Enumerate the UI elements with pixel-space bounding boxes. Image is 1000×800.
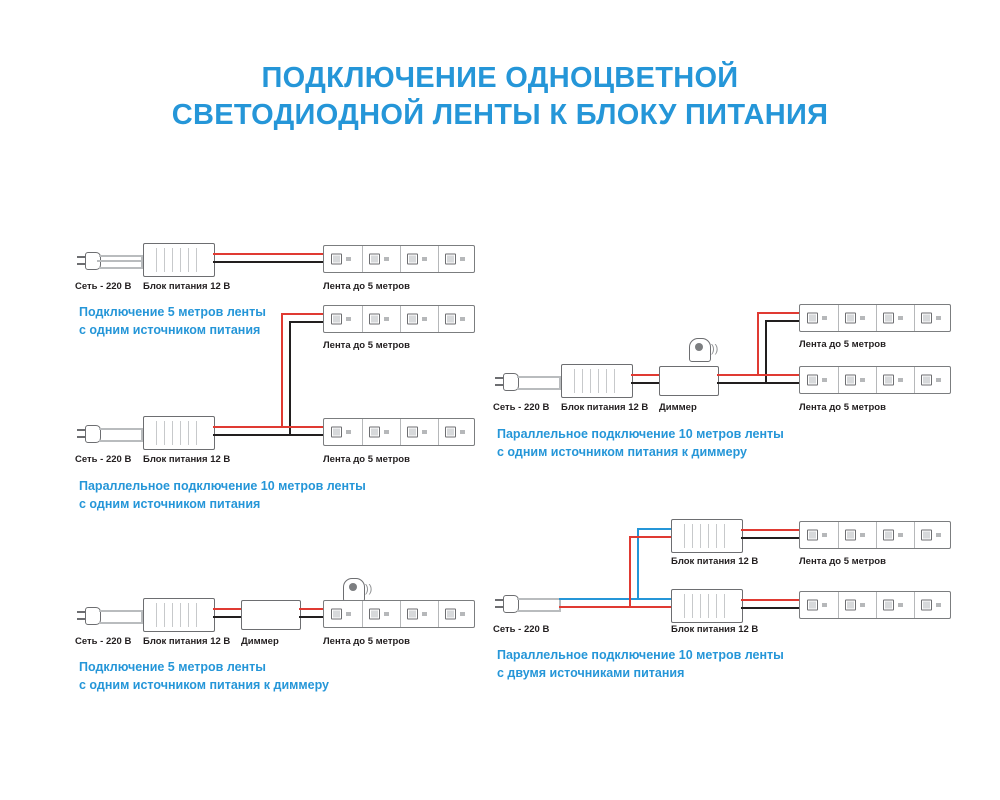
branch-wire-black-horizontal xyxy=(213,434,291,436)
mains-split-wire-blue-vertical xyxy=(637,528,639,600)
strip-divider xyxy=(400,306,401,332)
diagram-3-single-strip-dimmer xyxy=(75,583,495,700)
plug-pin-top xyxy=(77,611,85,613)
psu-vent xyxy=(692,524,693,548)
strip-divider xyxy=(876,305,877,331)
psu-vent xyxy=(180,248,181,272)
diagram-3-caption-line-1: Подключение 5 метров ленты xyxy=(79,660,266,674)
strip-divider xyxy=(876,522,877,548)
strip-led xyxy=(369,609,380,620)
psu-vent xyxy=(196,421,197,445)
mains-wire-horizontal-bottom xyxy=(99,267,143,269)
diagram-3-caption xyxy=(79,658,329,694)
mains-split-wire-blue-horizontal xyxy=(559,598,639,600)
power-supply-unit xyxy=(143,416,215,450)
strip-divider xyxy=(400,419,401,445)
strip-resistor xyxy=(822,533,827,537)
psu-vent xyxy=(614,369,615,393)
page-title xyxy=(0,60,1000,134)
strip-resistor xyxy=(422,612,427,616)
strip-led xyxy=(369,314,380,325)
strip-divider xyxy=(362,601,363,627)
psu-vent xyxy=(156,603,157,627)
strip-resistor xyxy=(898,316,903,320)
psu-vent xyxy=(188,603,189,627)
strip-led xyxy=(883,313,894,324)
strip-resistor xyxy=(860,316,865,320)
strip-resistor xyxy=(822,378,827,382)
mains-wire-horizontal-top xyxy=(517,598,561,600)
diagram-2-caption-line-2: с одним источником питания xyxy=(79,497,261,512)
strip-divider xyxy=(914,305,915,331)
strip-resistor xyxy=(384,612,389,616)
strip-divider xyxy=(400,246,401,272)
label-mains: Сеть - 220 В xyxy=(75,454,132,465)
led-strip-top xyxy=(799,304,951,332)
psu-vent xyxy=(708,524,709,548)
diagram-3-caption-line-2: с одним источником питания к диммеру xyxy=(79,678,329,693)
label-psu: Блок питания 12 В xyxy=(561,402,649,413)
psu-vent xyxy=(590,369,591,393)
strip-divider xyxy=(362,419,363,445)
led-strip-top xyxy=(323,305,475,333)
strip-led xyxy=(807,375,818,386)
mains-split-wire-red-vertical xyxy=(629,536,631,608)
strip-led xyxy=(807,313,818,324)
strip-divider xyxy=(838,592,839,618)
diagram-5-caption-line-2: с двумя источниками питания xyxy=(497,666,685,681)
psu-vent xyxy=(156,421,157,445)
psu-vent xyxy=(164,421,165,445)
strip-led xyxy=(807,600,818,611)
label-mains: Сеть - 220 В xyxy=(493,402,550,413)
dimmer-to-strip-wire-black xyxy=(299,616,323,618)
remote-button xyxy=(349,583,357,591)
strip-led xyxy=(921,600,932,611)
label-strip-top: Лента до 5 метров xyxy=(323,340,410,351)
strip-led xyxy=(445,427,456,438)
plug-pin-top xyxy=(77,256,85,258)
bottom-psu-feed-red xyxy=(629,606,671,608)
bottom-psu-output-red xyxy=(741,599,799,601)
mains-wire-horizontal-bottom xyxy=(99,440,143,442)
strip-led xyxy=(369,427,380,438)
psu-vent xyxy=(196,603,197,627)
psu-vent xyxy=(574,369,575,393)
strip-resistor xyxy=(460,430,465,434)
psu-vent xyxy=(172,421,173,445)
diagram-4-caption xyxy=(497,425,784,461)
strip-divider xyxy=(362,246,363,272)
strip-led xyxy=(845,375,856,386)
psu-vent xyxy=(692,594,693,618)
psu-vent xyxy=(172,603,173,627)
strip-resistor xyxy=(346,612,351,616)
psu-vent xyxy=(708,594,709,618)
strip-divider xyxy=(438,246,439,272)
psu-vent xyxy=(598,369,599,393)
label-mains: Сеть - 220 В xyxy=(493,624,550,635)
diagram-1-caption-line-1: Подключение 5 метров ленты xyxy=(79,305,266,319)
strip-resistor xyxy=(346,257,351,261)
psu-vent xyxy=(684,594,685,618)
strip-divider xyxy=(362,306,363,332)
bottom-psu-feed-blue xyxy=(637,598,671,600)
branch-wire-red-horizontal xyxy=(213,426,283,428)
label-strip-top: Лента до 5 метров xyxy=(799,556,886,567)
diagram-4-caption-line-1: Параллельное подключение 10 метров ленты xyxy=(497,427,784,441)
strip-resistor xyxy=(936,603,941,607)
strip-resistor xyxy=(460,317,465,321)
power-supply-unit-bottom xyxy=(671,589,743,623)
strip-divider xyxy=(838,305,839,331)
strip-divider xyxy=(914,367,915,393)
label-strip-bottom: Лента до 5 метров xyxy=(799,402,886,413)
strip-led xyxy=(369,254,380,265)
strip-divider xyxy=(438,306,439,332)
psu-vent xyxy=(172,248,173,272)
led-strip-bottom xyxy=(323,418,475,446)
strip-divider xyxy=(914,592,915,618)
strip-led xyxy=(845,313,856,324)
led-strip-bottom xyxy=(799,366,951,394)
plug-pin-bottom xyxy=(77,263,85,265)
psu-vent xyxy=(606,369,607,393)
diagram-2-caption xyxy=(79,477,366,513)
mains-wire-horizontal-bottom xyxy=(517,610,561,612)
mains-wire-horizontal-bottom xyxy=(99,622,143,624)
top-strip-wire-black xyxy=(765,320,799,322)
plug-pin-top xyxy=(495,377,503,379)
bottom-strip-wire-red xyxy=(757,374,799,376)
strip-resistor xyxy=(460,612,465,616)
remote-signal-icon: )) xyxy=(711,343,719,355)
diagram-4-parallel-dimmer xyxy=(493,320,923,470)
strip-divider xyxy=(400,601,401,627)
bottom-strip-wire-red xyxy=(281,426,323,428)
diagram-1-caption-line-2: с одним источником питания xyxy=(79,323,261,338)
label-mains: Сеть - 220 В xyxy=(75,636,132,647)
plug-pin-bottom xyxy=(495,606,503,608)
power-supply-unit xyxy=(561,364,633,398)
label-dimmer: Диммер xyxy=(241,636,279,647)
top-strip-wire-red xyxy=(281,313,323,315)
psu-vent xyxy=(582,369,583,393)
mains-wire-horizontal-top xyxy=(99,428,143,430)
mains-split-wire-red-horizontal xyxy=(559,606,631,608)
dimmer-controller xyxy=(659,366,719,396)
strip-resistor xyxy=(898,533,903,537)
strip-led xyxy=(407,254,418,265)
label-strip-bottom: Лента до 5 метров xyxy=(323,454,410,465)
strip-resistor xyxy=(460,257,465,261)
plug-pin-bottom xyxy=(77,436,85,438)
psu-vent xyxy=(164,603,165,627)
page-title-line-1: ПОДКЛЮЧЕНИЕ ОДНОЦВЕТНОЙ xyxy=(261,62,739,94)
strip-resistor xyxy=(822,603,827,607)
remote-signal-icon: )) xyxy=(365,583,373,595)
psu-vent xyxy=(684,524,685,548)
strip-led xyxy=(845,600,856,611)
strip-led xyxy=(883,375,894,386)
led-strip xyxy=(323,600,475,628)
psu-vent xyxy=(188,421,189,445)
strip-resistor xyxy=(860,378,865,382)
strip-resistor xyxy=(936,533,941,537)
psu-vent xyxy=(700,594,701,618)
dimmer-controller xyxy=(241,600,301,630)
label-psu-top: Блок питания 12 В xyxy=(671,556,759,567)
label-mains: Сеть - 220 В xyxy=(75,281,132,292)
psu-vent xyxy=(716,594,717,618)
strip-led xyxy=(921,375,932,386)
diagram-1-caption xyxy=(79,303,266,339)
strip-led xyxy=(331,427,342,438)
top-psu-feed-blue xyxy=(637,528,671,530)
power-supply-unit xyxy=(143,598,215,632)
output-wire-red xyxy=(213,253,323,255)
psu-vent xyxy=(188,248,189,272)
label-strip: Лента до 5 метров xyxy=(323,281,410,292)
strip-resistor xyxy=(346,317,351,321)
strip-resistor xyxy=(822,316,827,320)
remote-button xyxy=(695,343,703,351)
top-psu-output-black xyxy=(741,537,799,539)
strip-divider xyxy=(838,522,839,548)
psu-vent xyxy=(164,248,165,272)
plug-pin-top xyxy=(495,599,503,601)
power-supply-unit xyxy=(143,243,215,277)
strip-led xyxy=(883,600,894,611)
mains-wire-horizontal-top xyxy=(517,376,561,378)
psu-vent xyxy=(180,603,181,627)
label-dimmer: Диммер xyxy=(659,402,697,413)
label-psu: Блок питания 12 В xyxy=(143,281,231,292)
psu-vent xyxy=(700,524,701,548)
mains-wire-horizontal-top xyxy=(99,255,143,257)
label-psu: Блок питания 12 В xyxy=(143,454,231,465)
strip-led xyxy=(331,609,342,620)
mains-wire-horizontal-top xyxy=(99,610,143,612)
strip-divider xyxy=(876,367,877,393)
bottom-strip-wire-black xyxy=(289,434,323,436)
branch-wire-red-vertical xyxy=(281,313,283,428)
branch-wire-black-horizontal xyxy=(717,382,767,384)
psu-to-dimmer-wire-red xyxy=(631,374,659,376)
strip-led xyxy=(407,427,418,438)
strip-divider xyxy=(438,601,439,627)
strip-led xyxy=(883,530,894,541)
top-psu-output-red xyxy=(741,529,799,531)
strip-led xyxy=(807,530,818,541)
strip-resistor xyxy=(422,430,427,434)
strip-resistor xyxy=(860,533,865,537)
strip-divider xyxy=(438,419,439,445)
plug-pin-bottom xyxy=(77,618,85,620)
mains-wire-to-psu xyxy=(97,260,145,262)
mains-wire-horizontal-bottom xyxy=(517,388,561,390)
psu-vent xyxy=(180,421,181,445)
psu-to-dimmer-wire-black xyxy=(631,382,659,384)
diagram-5-caption xyxy=(497,646,784,682)
plug-pin-bottom xyxy=(495,384,503,386)
strip-resistor xyxy=(898,603,903,607)
diagram-5-parallel-two-psu xyxy=(493,520,923,680)
strip-led xyxy=(445,609,456,620)
led-strip xyxy=(323,245,475,273)
strip-divider xyxy=(914,522,915,548)
top-psu-feed-red xyxy=(629,536,671,538)
label-strip-top: Лента до 5 метров xyxy=(799,339,886,350)
psu-to-dimmer-wire-black xyxy=(213,616,241,618)
diagram-4-caption-line-2: с одним источником питания к диммеру xyxy=(497,445,747,460)
strip-led xyxy=(445,254,456,265)
strip-resistor xyxy=(346,430,351,434)
strip-resistor xyxy=(936,378,941,382)
bottom-psu-output-black xyxy=(741,607,799,609)
power-supply-unit-top xyxy=(671,519,743,553)
psu-vent xyxy=(196,248,197,272)
psu-to-dimmer-wire-red xyxy=(213,608,241,610)
branch-wire-red-horizontal xyxy=(717,374,759,376)
page-title-line-2: СВЕТОДИОДНОЙ ЛЕНТЫ К БЛОКУ ПИТАНИЯ xyxy=(171,99,829,132)
label-psu-bottom: Блок питания 12 В xyxy=(671,624,759,635)
strip-resistor xyxy=(422,317,427,321)
strip-led xyxy=(845,530,856,541)
strip-led xyxy=(331,314,342,325)
top-strip-wire-red xyxy=(757,312,799,314)
led-strip-top xyxy=(799,521,951,549)
label-strip: Лента до 5 метров xyxy=(323,636,410,647)
bottom-strip-wire-black xyxy=(765,382,799,384)
led-strip-bottom xyxy=(799,591,951,619)
psu-vent xyxy=(716,524,717,548)
strip-resistor xyxy=(936,316,941,320)
psu-vent xyxy=(724,594,725,618)
branch-wire-black-vertical xyxy=(289,321,291,436)
output-wire-black xyxy=(213,261,323,263)
branch-wire-red-vertical xyxy=(757,312,759,376)
label-psu: Блок питания 12 В xyxy=(143,636,231,647)
strip-divider xyxy=(838,367,839,393)
diagram-2-caption-line-1: Параллельное подключение 10 метров ленты xyxy=(79,479,366,493)
top-strip-wire-black xyxy=(289,321,323,323)
strip-led xyxy=(407,314,418,325)
strip-resistor xyxy=(422,257,427,261)
strip-resistor xyxy=(860,603,865,607)
psu-vent xyxy=(156,248,157,272)
strip-resistor xyxy=(384,317,389,321)
strip-resistor xyxy=(384,430,389,434)
strip-led xyxy=(445,314,456,325)
strip-divider xyxy=(876,592,877,618)
strip-led xyxy=(407,609,418,620)
strip-led xyxy=(921,313,932,324)
strip-resistor xyxy=(384,257,389,261)
dimmer-to-strip-wire-red xyxy=(299,608,323,610)
strip-led xyxy=(921,530,932,541)
strip-resistor xyxy=(898,378,903,382)
diagram-2-parallel-one-psu xyxy=(75,340,495,515)
diagram-5-caption-line-1: Параллельное подключение 10 метров ленты xyxy=(497,648,784,662)
psu-vent xyxy=(724,524,725,548)
strip-led xyxy=(331,254,342,265)
plug-pin-top xyxy=(77,429,85,431)
